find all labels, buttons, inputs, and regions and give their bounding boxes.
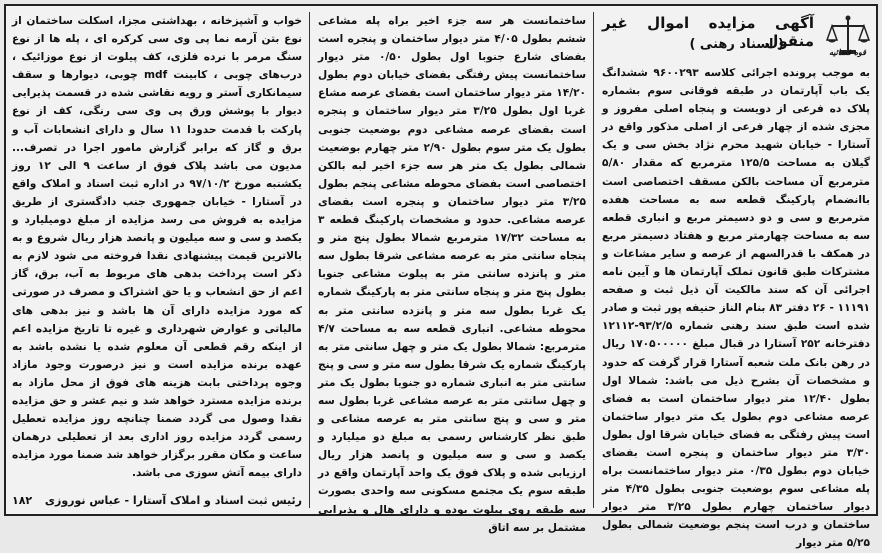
column-left [12,10,302,510]
notice-header [602,10,870,62]
ad-number: ۱۸۲ [12,494,33,507]
signature: رئیس ثبت اسناد و املاک آستارا - عباس نوروزی [44,494,302,507]
emblem-label: قوه قضائیه [828,48,866,57]
notice-footer [12,492,302,510]
column-right [602,10,871,550]
column-divider [309,12,310,508]
notice-title: آگهی مزایده اموال غیر منقول [602,14,814,50]
notice-subtitle: ( اسناد رهنی ) [689,37,784,52]
notice-text-part-3: خواب و آشپزخانه ، بهداشتی مجزا، اسکلت ساختمان از نوع بتن آرمه نما پی وی سی کرکره ای ، پله ها از نوع سنگ مرمر با نرده فلزی، کف پیلوت از نوع موزائیک ، درب‌های چوبی ، کابینت mdf چوبی، دیوارها و سقف سیمانکاری آستر و رویه نقاشی شده در قسمت پذیرایی دیوار با پوشش ورق پی وی سی رنگی، کف از نوع پارکت با قدمت حدودا ۱۱ سال و دارای انشعابات آب و برق و گاز که برابر گزارش مامور اجرا در تصرف... مدیون می باشد پلاک فوق از ساعت ۹ الی ۱۲ روز یکشنبه مورخ ۹۷/۱۰/۲ در اداره ثبت اسناد و املاک واقع در آستارا - خیابان جمهوری جنب دادگستری از طریق مزایده به فروش می رسد مزایده از مبلغ دومیلیارد و یکصد و سی و سه میلیون و پانصد هزار ریال شروع و به بالاترین قیمت پیشنهادی نقدا فروخته می شود لازم به ذکر است پرداخت بدهی های مربوط به آب، برق، گاز اعم از حق انشعاب و یا حق اشتراک و مصرف در صورتی که مورد مزایده دارای آن ها باشد و نیز بدهی های مالیاتی و عوارض شهرداری و غیره تا تاریخ مزایده اعم از اینکه رقم قطعی آن معلوم شده یا نشده باشد به عهده برنده مزایده است و نیز درصورت وجود مازاد وجوه پرداختی بابت هزینه های فوق از محل مازاد به برنده مزایده مسترد خواهد شد و نیم عشر و حق مزایده نقدا وصول می گردد ضمنا چنانچه روز مزایده تعطیل رسمی گردد مزایده روز اداری بعد از تعطیلی درهمان ساعت و مکان مقرر برگزار خواهد شد ضمنا مورد مزایده دارای بیمه آتش سوزی می باشد. [12,15,302,480]
column-middle [318,10,587,534]
column-divider [593,12,594,508]
notice-text-part-2: ساختمانست هر سه جزء اخیر براه پله مشاعی ششم بطول ۴/۰۵ متر دیوار ساختمان و پنجره است بفضای شارع جنوبا اول بطول ۰/۵۰ متر دیوار ساختمانست پیش رفتگی بفضای خیابان دوم بطول ۱۴/۲۰ متر دیوار ساختمان است بفضای عرصه مشاع غربا اول بطول ۳/۲۵ متر دیوار ساختمان و پنجره است بفضای عرصه مشاعی دوم بوضعیت جنوبی بطول یک متر سوم بطول ۲/۹۰ متر چهارم بوضعیت شمالی بطول یک متر هر سه جزء اخیر لبه بالکن اختصاصی است بفضای محوطه مشاعی پنجم بطول ۳/۲۵ متر دیوار ساختمان و پنجره است بفضای عرصه مشاعی. حدود و مشخصات پارکینگ قطعه ۳ به مساحت ۱۷/۳۲ مترمربع شمالا بطول پنج متر و پنجاه سانتی متر به عرصه مشاعی شرقا بطول سه متر و پانزده سانتی متر به پیلوت مشاعی جنوبا بطول پنج متر و پنجاه سانتی متر به پارکینگ شماره یک غربا بطول سه متر و پانزده سانتی متر به محوطه مشاعی. انباری قطعه سه به مساحت ۴/۷ مترمربع: شمالا بطول یک متر و چهل سانتی متر به پارکینگ شماره یک شرقا بطول سه متر و سی و پنج سانتی متر به انباری شماره دو جنوبا بطول یک متر و چهل سانتی متر به عرصه مشاعی غربا بطول سه متر و سی و پنج سانتی متر به عرصه مشاعی و طبق نظر کارشناس رسمی به مبلغ دو میلیارد و یکصد و سی و سه میلیون و پانصد هزار ریال ارزیابی شده و پلاک فوق یک واحد آپارتمان واقع در طبقه سوم یک مجتمع مسکونی سه واحدی بصورت سه طبقه روی پیلوت بوده و دارای هال و پذیرایی مشتمل بر سه اتاق [318,15,587,534]
auction-notice [4,4,878,550]
notice-text-part-1: به موجب پرونده اجرائی کلاسه ۹۶۰۰۲۹۳ ششدانگ یک باب آپارتمان در طبقه فوقانی سوم بشماره پلاک ده فرعی از دویست و پنجاه اصلی مفروز و مجزی شده از چهار فرعی از اصلی مذکور واقع در آستارا - خیابان شهید محرم نژاد بخش سی و یک گیلان به مساحت ۱۲۵/۵ مترمربع که مقدار ۵/۸۰ مترمربع آن مساحت بالکن مسقف اختصاصی است باانضمام پارکینگ قطعه سه به مساحت هفده مترمربع و سی و دو دسیمتر مربع و انباری قطعه سه به مساحت چهارمتر مربع و هفتاد دسیمتر مربع در همکف با قدرالسهم از عرصه و سایر مشاعات و مشترکات طبق قانون تملک آپارتمان ها و آیین نامه اجرائی آن که سند مالکیت آن ذیل ثبت و صفحه ۱۱۱۹۱ - ۲۶ دفتر ۸۳ بنام الناز حنیفه پور ثبت و صادر شده است طبق سند رهنی شماره ۹۳/۲/۵-۱۲۱۱۲ دفترخانه ۲۵۲ آستارا در قبال مبلغ ۱۷۰۵۰۰۰۰۰ ریال در رهن بانک ملت شعبه آستارا قرار گرفت که حدود و مشخصات آن بشرح ذیل می باشد: شمالا اول بطول ۱۲/۴۰ متر دیوار ساختمان است به فضای عرصه مشاعی دوم بطول یک متر دیوار ساختمان است پیش رفتگی به فضای خیابان شرقا اول بطول ۳/۳۰ متر دیوار ساختمان و پنجره است بفضای خیابان دوم بطول ۰/۳۵ متر دیوار ساختمانست براه پله مشاعی سوم بوضعیت جنوبی بطول ۴/۳۵ متر دیوار ساختمان چهارم بطول ۳/۲۵ متر دیوار ساختمان و درب است پنجم بوضعیت شمالی بطول ۵/۲۵ متر دیوار [602,67,871,550]
